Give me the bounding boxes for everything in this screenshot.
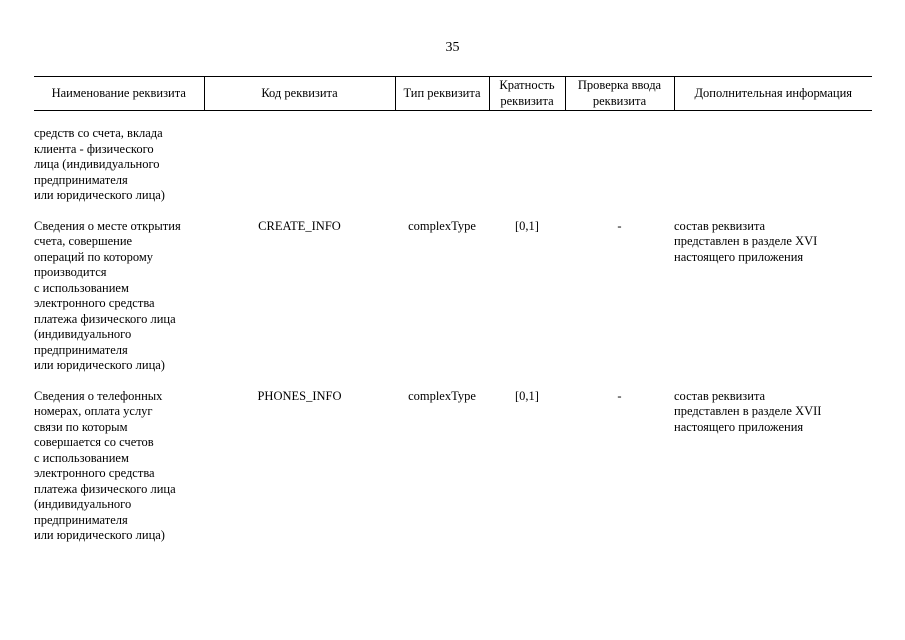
requisite-multiplicity: [0,1] [515,218,539,233]
requisite-info [674,374,872,544]
requisite-info-line: состав реквизита [674,218,766,233]
requisite-name-line: платежа физического лица [34,311,176,326]
table-row [34,204,872,374]
requisite-info [674,111,872,204]
requisite-name-line: (индивидуального [34,327,132,341]
requisite-info-line: настоящего приложения [674,419,804,434]
header-multiplicity: Кратность реквизита [489,77,565,111]
requisite-name-line: с использованием [34,280,129,295]
header-type: Тип реквизита [395,77,489,111]
requisite-check: - [617,218,622,233]
requisite-code: PHONES_INFO [257,388,342,403]
table-header-row [34,77,872,111]
requisite-type: complexType [408,218,476,233]
requisite-name-line: предпринимателя [34,172,128,187]
requisite-name-line: производится [34,265,107,279]
requisite-name-line: совершается со счетов [34,435,154,449]
requisite-multiplicity: [0,1] [515,388,539,403]
requisite-name-line: Сведения о месте открытия [34,218,181,233]
requisite-name-line: операций по которому [34,249,154,264]
table-row [34,374,872,544]
header-name: Наименование реквизита [34,77,204,111]
requisite-code: CREATE_INFO [258,218,341,233]
requisite-name-line: или юридического лица) [34,528,165,542]
requisite-type [395,111,489,204]
header-code: Код реквизита [204,77,395,111]
requisite-name [34,204,204,374]
requisite-name-line: Сведения о телефонных [34,388,163,403]
requisites-table [34,76,872,544]
requisite-info-line: представлен в разделе XVII [674,404,822,418]
requisite-name-line: лица (индивидуального [34,157,160,171]
page-number: 35 [445,40,460,55]
requisite-name-line: связи по которым [34,419,128,434]
header-info: Дополнительная информация [674,77,872,111]
requisite-name [34,111,204,204]
requisite-name-line: или юридического лица) [34,358,165,372]
requisite-info-line: состав реквизита [674,388,766,403]
requisite-name-line: средств со счета, вклада [34,126,163,140]
requisite-name-line: предпринимателя [34,342,128,357]
requisite-info-line: представлен в разделе XVI [674,234,818,248]
header-check: Проверка ввода реквизита [565,77,674,111]
requisite-type: complexType [408,388,476,403]
requisite-name-line: электронного средства [34,296,155,310]
requisite-check: - [617,388,622,403]
requisite-name-line: предпринимателя [34,512,128,527]
requisite-info [674,204,872,374]
requisite-code [204,111,395,204]
requisite-multiplicity [489,111,565,204]
requisite-name-line: электронного средства [34,466,155,480]
requisite-info-line: настоящего приложения [674,249,804,264]
requisite-name [34,374,204,544]
requisite-name-line: или юридического лица) [34,188,165,202]
requisite-name-line: номерах, оплата услуг [34,404,153,418]
requisite-name-line: счета, совершение [34,234,133,248]
requisite-name-line: платежа физического лица [34,481,176,496]
requisite-check [565,111,674,204]
requisite-name-line: (индивидуального [34,497,132,511]
table-row [34,111,872,204]
requisite-name-line: клиента - физического [34,141,154,156]
requisite-name-line: с использованием [34,450,129,465]
